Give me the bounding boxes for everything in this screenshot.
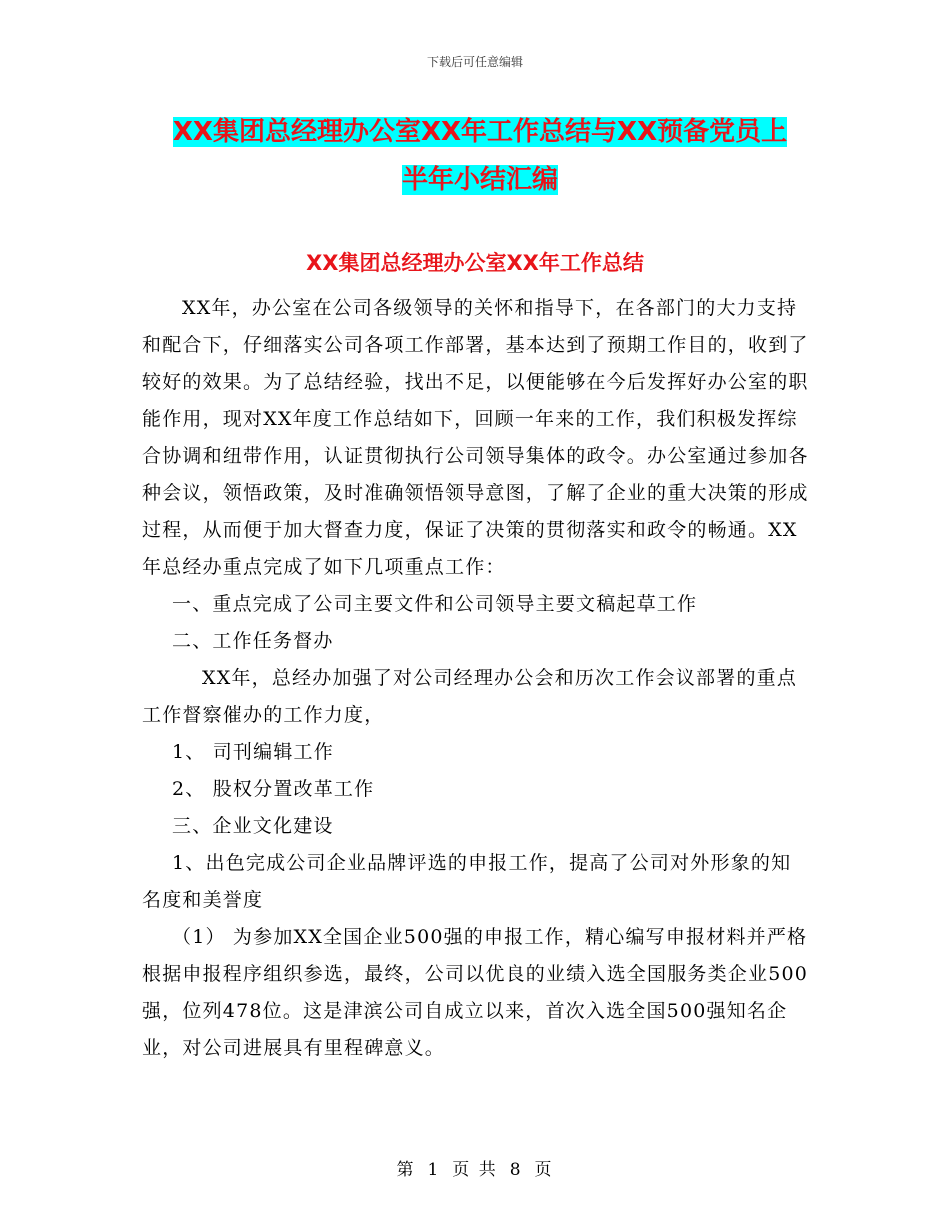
footer-page-number: 1	[427, 1160, 441, 1180]
document-title-line-2: 半年小结汇编	[401, 165, 558, 195]
document-body	[142, 290, 810, 1067]
paragraph-supervision: XX年，总经办加强了对公司经理办公会和历次工作会议部署的重点工作督察催办的工作力度，	[142, 667, 798, 726]
paragraph-item-2: 二、工作任务督办	[172, 630, 334, 652]
paragraph-culture-1-a: （1） 为参加XX全国企业500强的申报工作，精心编写申报材料并严格根据申报程序组织参选，最终，公司以优良的业绩入选全国服务类企业500强，位列478位。这是津滨公司自成立以来，首次入选全国500强知名企业，对公司进展具有里程碑意义。	[142, 926, 809, 1059]
footer-prefix: 第	[396, 1160, 416, 1180]
header-note: 下载后可任意编辑	[426, 55, 523, 69]
footer-total-pages: 8	[509, 1160, 523, 1180]
section-title: XX集团总经理办公室XX年工作总结	[306, 251, 644, 275]
footer-suffix: 页	[534, 1160, 554, 1180]
paragraph-item-3: 三、企业文化建设	[172, 815, 334, 837]
paragraph-sub-1: 1、 司刊编辑工作	[172, 741, 334, 763]
page-footer	[0, 1155, 950, 1180]
document-title	[140, 108, 820, 204]
paragraph-intro: XX年，办公室在公司各级领导的关怀和指导下，在各部门的大力支持和配合下，仔细落实公司各项工作部署，基本达到了预期工作目的，收到了较好的效果。为了总结经验，找出不足，以便能够在今后发挥好办公室的职能作用，现对XX年度工作总结如下，回顾一年来的工作，我们积极发挥综合协调和纽带作用，认证贯彻执行公司领导集体的政令。办公室通过参加各种会议，领悟政策，及时准确领悟领导意图，了解了企业的重大决策的形成过程，从而便于加大督查力度，保证了决策的贯彻落实和政令的畅通。XX年总经办重点完成了如下几项重点工作：	[142, 297, 809, 578]
paragraph-sub-2: 2、 股权分置改革工作	[172, 778, 375, 800]
document-title-line-1: XX集团总经理办公室XX年工作总结与XX预备党员上	[172, 117, 788, 147]
paragraph-item-1: 一、重点完成了公司主要文件和公司领导主要文稿起草工作	[172, 593, 698, 615]
paragraph-culture-1: 1、出色完成公司企业品牌评选的申报工作，提高了公司对外形象的知名度和美誉度	[142, 852, 792, 911]
footer-mid: 页 共	[452, 1160, 498, 1180]
